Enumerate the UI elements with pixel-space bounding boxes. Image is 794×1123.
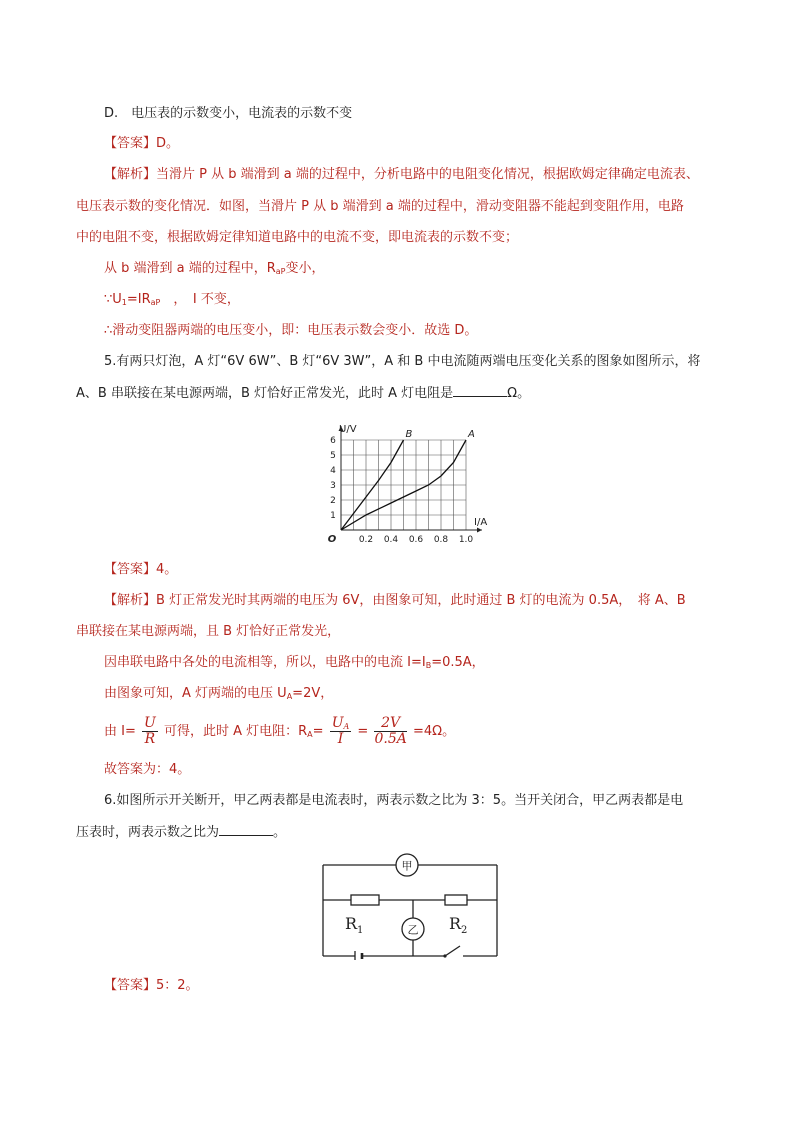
x-axis-arrow xyxy=(477,528,482,533)
fraction-ua-over-i xyxy=(330,716,352,747)
r2-main: R xyxy=(449,914,462,933)
q5-stem-text: A、B 串联接在某电源两端，B 灯恰好正常发光，此时 A 灯电阻是 xyxy=(76,386,454,401)
analysis-q4-line4 xyxy=(104,259,325,279)
formula-mid: 可得，此时 A 灯电阻：R xyxy=(163,724,308,739)
series-label-A: A xyxy=(468,429,475,440)
l5-c: ， I 不变， xyxy=(160,292,240,307)
frac-num xyxy=(330,716,352,732)
conclusion-q4: ∴滑动变阻器两端的电压变小，即：电压表示数会变小．故选 D。 xyxy=(104,323,478,338)
q6-stem-line2 xyxy=(76,822,286,843)
l4-b: 变小， xyxy=(285,261,325,276)
y-tick-label: 6 xyxy=(330,436,336,446)
fraction-values xyxy=(374,716,406,747)
x-axis-label: I/A xyxy=(474,517,488,528)
frac-num-main: U xyxy=(331,715,344,731)
l5-sub2: aP xyxy=(150,298,161,307)
frac-den: R xyxy=(144,731,156,747)
frac-num-sub: A xyxy=(343,722,350,731)
r1-label xyxy=(345,914,363,936)
option-d: D. 电压表的示数变小，电流表的示数不变 xyxy=(104,106,353,121)
q5-stem-line2 xyxy=(76,383,530,404)
answer-q5: 【答案】4。 xyxy=(104,562,178,577)
answer-q4: 【答案】D。 xyxy=(104,136,180,151)
l5-b: =IR xyxy=(126,292,151,307)
r2-label xyxy=(449,914,467,936)
analysis-q4-line2: 电压表示数的变化情况．如图，当滑片 P 从 b 端滑到 a 端的过程中，滑动变阻器不能起到变阻作用，电路 xyxy=(76,199,684,214)
l4-a: 从 b 端滑到 a 端的过程中，R xyxy=(104,261,276,276)
resistor-r1 xyxy=(351,895,379,905)
l4-sub: aP xyxy=(275,267,286,276)
meter-yi-label: 乙 xyxy=(407,923,419,937)
q5-stem-line1: 5.有两只灯泡，A 灯“6V 6W”、B 灯“6V 3W”，A 和 B 中电流随两端电压变化关系的图象如图所示，将 xyxy=(104,354,701,369)
y-tick-label: 3 xyxy=(330,481,336,491)
l5-sub1: 1 xyxy=(121,298,127,307)
x-tick-label: 1.0 xyxy=(458,535,474,545)
formula-end: =4Ω。 xyxy=(412,724,456,739)
formula-eq2: = xyxy=(357,724,369,739)
q6-stem-text: 压表时，两表示数之比为 xyxy=(76,825,220,840)
chart-grid xyxy=(341,440,466,530)
q6-stem-line1: 6.如图所示开关断开，甲乙两表都是电流表时，两表示数之比为 3：5。当开关闭合，甲乙两表都是电 xyxy=(104,793,684,808)
analysis-q4-line3: 中的电阻不变，根据欧姆定律知道电路中的电流不变，即电流表的示数不变； xyxy=(76,230,519,245)
y-tick-label: 5 xyxy=(330,451,336,461)
answer-blank xyxy=(219,822,273,836)
analysis-tag: 【解析】 xyxy=(104,167,157,182)
l4-b: =2V， xyxy=(292,686,334,701)
frac-num: U xyxy=(144,715,156,731)
origin-label: O xyxy=(327,534,337,545)
resistor-r2 xyxy=(445,895,467,905)
x-tick-label: 0.2 xyxy=(358,535,374,545)
frac-den: I xyxy=(337,731,344,747)
l5-a: ∵U xyxy=(104,292,122,307)
analysis-text: 当滑片 P 从 b 端滑到 a 端的过程中，分析电路中的电阻变化情况，根据欧姆定律确定电流表、 xyxy=(156,167,699,182)
switch-blade xyxy=(445,946,460,956)
y-tick-label: 1 xyxy=(330,511,336,521)
y-tick-label: 2 xyxy=(330,496,336,506)
analysis-text: B 灯正常发光时其两端的电压为 6V，由图象可知，此时通过 B 灯的电流为 0.5A， 将 A、B xyxy=(156,593,686,608)
l3-b: =0.5A， xyxy=(431,655,485,670)
r1-main: R xyxy=(345,914,358,933)
y-tick-label: 4 xyxy=(330,466,336,476)
formula-sub: A xyxy=(307,730,313,739)
l4-a: 由图象可知，A 灯两端的电压 U xyxy=(104,686,287,701)
l3-a: 因串联电路中各处的电流相等，所以，电路中的电流 I=I xyxy=(104,655,426,670)
r2-sub: 2 xyxy=(461,925,468,936)
analysis-q5-line3 xyxy=(104,653,485,673)
y-axis-label: U/V xyxy=(339,424,357,435)
answer-blank xyxy=(453,383,507,397)
frac-num: 2V xyxy=(374,716,406,732)
u-i-chart xyxy=(315,410,495,550)
formula-eq: = xyxy=(312,724,324,739)
answer-q6: 【答案】5：2。 xyxy=(104,978,199,993)
final-q5: 故答案为：4。 xyxy=(104,762,191,777)
fraction-u-over-r xyxy=(142,716,158,747)
l4-sub: A xyxy=(286,692,293,701)
analysis-q5-line1 xyxy=(104,591,686,611)
analysis-q5-line4 xyxy=(104,684,333,704)
r1-sub: 1 xyxy=(357,925,364,936)
frac-den: 0.5A xyxy=(374,731,407,747)
series-label-B: B xyxy=(405,429,413,440)
analysis-q4-line5 xyxy=(104,290,240,310)
circuit-diagram xyxy=(315,850,515,960)
q6-stem-end: 。 xyxy=(273,825,287,840)
analysis-q4-line1 xyxy=(104,165,699,185)
analysis-tag: 【解析】 xyxy=(104,593,157,608)
meter-jia-label: 甲 xyxy=(401,859,413,873)
formula-pre: 由 I= xyxy=(104,724,136,739)
x-tick-label: 0.4 xyxy=(383,535,399,545)
chart-labels xyxy=(328,424,488,545)
formula-line xyxy=(104,716,455,748)
q5-unit: Ω。 xyxy=(507,386,531,401)
analysis-q5-line2: 串联接在某电源两端，且 B 灯恰好正常发光， xyxy=(76,624,341,639)
x-tick-label: 0.6 xyxy=(408,535,424,545)
x-tick-label: 0.8 xyxy=(433,535,449,545)
l3-sub: B xyxy=(425,661,432,670)
chart-axes xyxy=(339,426,483,533)
